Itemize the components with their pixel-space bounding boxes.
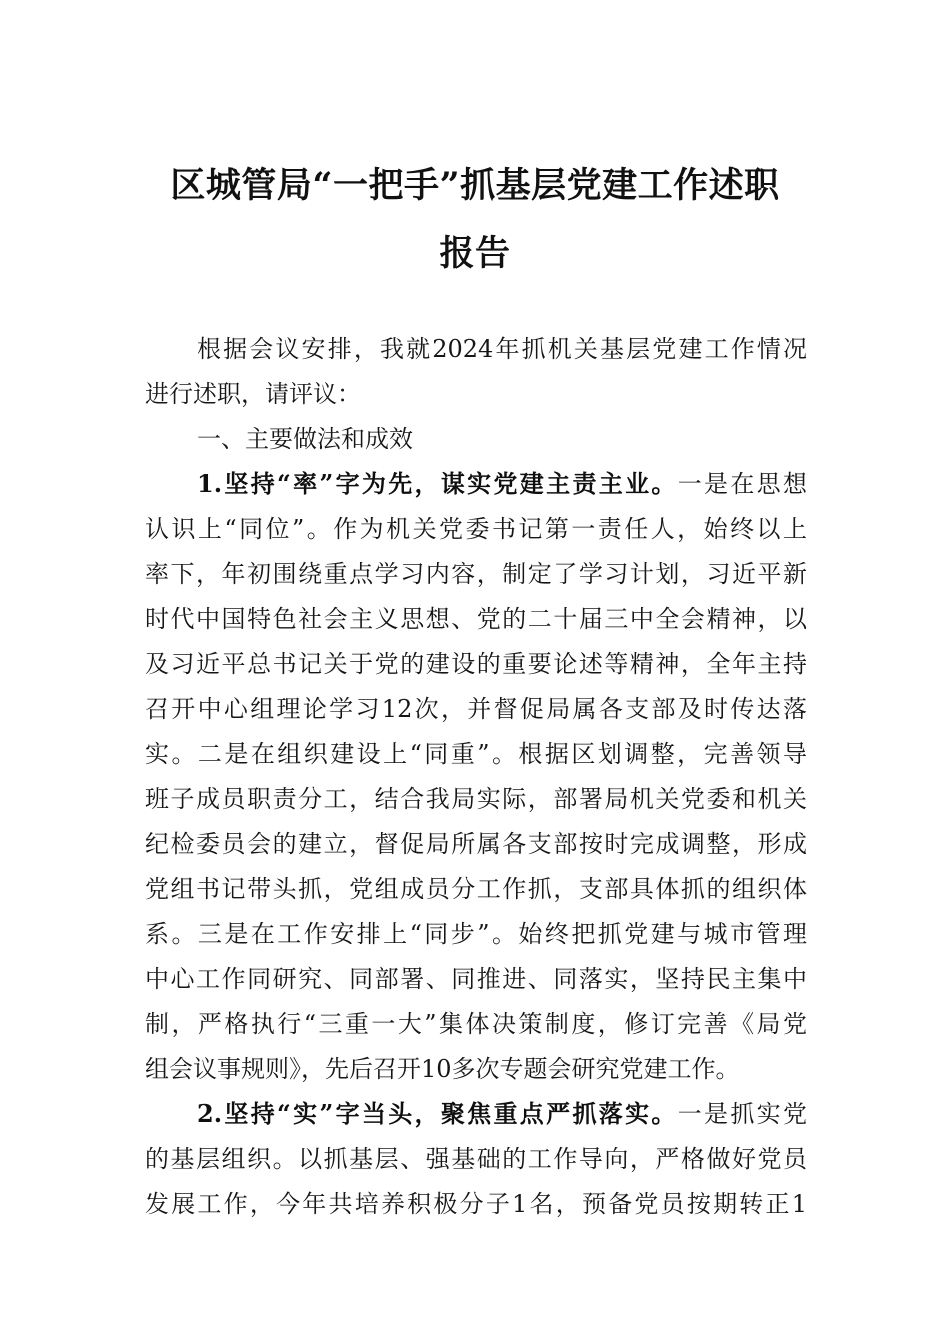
paragraph-line: 党组书记带头抓，党组成员分工作抓，支部具体抓的组织体 xyxy=(145,875,807,903)
paragraph-line: 率下，年初围绕重点学习内容，制定了学习计划，习近平新 xyxy=(145,560,807,588)
paragraph-line: 中心工作同研究、同部署、同推进、同落实，坚持民主集中 xyxy=(145,965,807,993)
section-heading: 一、主要做法和成效 xyxy=(197,425,413,453)
paragraph-line: 召开中心组理论学习12次，并督促局属各支部及时传达落 xyxy=(145,695,807,723)
item-2-lead: 2.坚持“实”字当头，聚焦重点严抓落实。 xyxy=(197,1099,678,1128)
intro-line: 根据会议安排，我就2024年抓机关基层党建工作情况 xyxy=(197,335,807,363)
paragraph-line: 制，严格执行“三重一大”集体决策制度，修订完善《局党 xyxy=(145,1010,807,1038)
paragraph-line: 及习近平总书记关于党的建设的重要论述等精神，全年主持 xyxy=(145,650,807,678)
paragraph-line: 实。二是在组织建设上“同重”。根据区划调整，完善领导 xyxy=(145,740,807,768)
paragraph-line: 发展工作，今年共培养积极分子1名，预备党员按期转正1 xyxy=(145,1190,807,1218)
document-title-line-1: 区城管局“一把手”抓基层党建工作述职 xyxy=(170,165,780,206)
paragraph-line: 组会议事规则》，先后召开10多次专题会研究党建工作。 xyxy=(145,1055,740,1083)
paragraph-line: 班子成员职责分工，结合我局实际，部署局机关党委和机关 xyxy=(145,785,807,813)
paragraph-line: 时代中国特色社会主义思想、党的二十届三中全会精神，以 xyxy=(145,605,807,633)
paragraph-line: 认识上“同位”。作为机关党委书记第一责任人，始终以上 xyxy=(145,515,807,543)
item-1-lead: 1.坚持“率”字为先，谋实党建主责主业。 xyxy=(197,469,678,498)
paragraph-line: 系。三是在工作安排上“同步”。始终把抓党建与城市管理 xyxy=(145,920,807,948)
item-1-first-line xyxy=(197,464,807,504)
paragraph-line: 纪检委员会的建立，督促局所属各支部按时完成调整，形成 xyxy=(145,830,807,858)
item-2-first-line-rest: 一是抓实党 xyxy=(677,1100,807,1128)
paragraph-line: 的基层组织。以抓基层、强基础的工作导向，严格做好党员 xyxy=(145,1145,807,1173)
item-1-first-line-rest: 一是在思想 xyxy=(677,470,807,498)
item-2-first-line xyxy=(197,1094,807,1134)
document-title-line-2: 报告 xyxy=(439,233,511,274)
intro-line: 进行述职，请评议： xyxy=(145,380,361,408)
